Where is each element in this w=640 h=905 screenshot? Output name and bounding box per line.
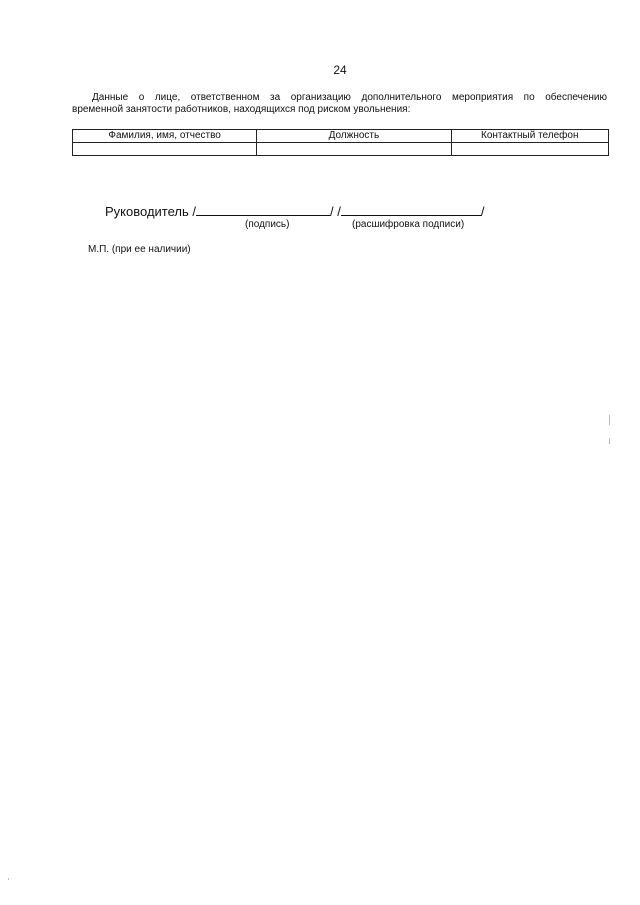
cell-position[interactable] [257, 143, 451, 156]
column-header-full-name: Фамилия, имя, отчество [73, 130, 257, 143]
signature-slash-2: / [330, 204, 334, 219]
responsible-person-intro [72, 92, 607, 116]
responsible-person-table [72, 129, 609, 156]
signature-slash-4: / [480, 204, 485, 219]
signature-line[interactable] [196, 202, 330, 216]
scan-speck [609, 415, 610, 425]
column-header-contact-phone: Контактный телефон [451, 130, 608, 143]
signature-label: Руководитель [105, 204, 189, 219]
scan-speck [609, 438, 610, 444]
scan-speck [8, 878, 9, 880]
cell-full-name[interactable] [73, 143, 257, 156]
stamp-note: М.П. (при ее наличии) [88, 244, 191, 255]
table-row [73, 143, 609, 156]
signature-caption: (подпись) [245, 219, 290, 230]
signature-decode-caption: (расшифровка подписи) [352, 219, 465, 230]
column-header-position: Должность [257, 130, 451, 143]
signature-decode-line[interactable] [341, 202, 481, 216]
cell-contact-phone[interactable] [451, 143, 608, 156]
page-number: 24 [333, 63, 347, 77]
intro-line-1: Данные о лице, ответственном за организацию дополнительного мероприятия по обеспечению [92, 92, 607, 103]
intro-line-2: временной занятости работников, находящихся под риском увольнения: [72, 104, 411, 115]
signature-slash-3: / [337, 204, 341, 219]
signature-block [105, 202, 485, 219]
signature-slash-1: / [192, 204, 197, 219]
table-header-row [73, 130, 609, 143]
